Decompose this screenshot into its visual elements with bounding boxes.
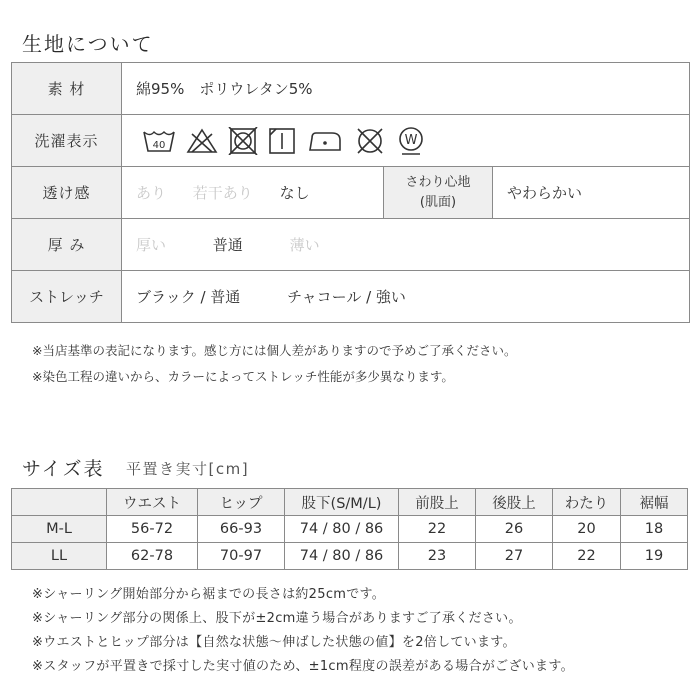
feel-value: やわらかい bbox=[507, 184, 583, 202]
size-section-title: サイズ表 bbox=[22, 458, 105, 480]
size-cell: 26 bbox=[476, 516, 553, 543]
care-label: 洗濯表示 bbox=[12, 115, 122, 167]
material-row bbox=[12, 63, 690, 115]
material-value: 綿95% ポリウレタン5% bbox=[136, 80, 313, 98]
size-header-cell: わたり bbox=[553, 489, 621, 516]
sheer-row bbox=[12, 167, 690, 219]
size-note: ※ウエストとヒップ部分は【自然な状態〜伸ばした状態の値】を2倍しています。 bbox=[32, 635, 516, 650]
size-section-subtitle: 平置き実寸[cm] bbox=[126, 460, 250, 478]
size-row bbox=[12, 516, 688, 543]
sheer-option-selected: なし bbox=[279, 184, 310, 202]
size-header-cell: 股下(S/M/L) bbox=[285, 489, 399, 516]
size-cell: 70-97 bbox=[198, 543, 285, 570]
fabric-note: ※当店基準の表記になります。感じ方には個人差がありますので予めご了承ください。 bbox=[32, 343, 517, 358]
size-header-cell bbox=[12, 489, 107, 516]
no-tumble-dry-icon bbox=[228, 127, 258, 155]
size-cell: 23 bbox=[399, 543, 476, 570]
line-dry-icon bbox=[268, 127, 296, 155]
no-dry-clean-icon bbox=[354, 127, 386, 155]
size-cell: 66-93 bbox=[198, 516, 285, 543]
size-cell: 22 bbox=[399, 516, 476, 543]
size-cell: 18 bbox=[621, 516, 688, 543]
size-note: ※シャーリング部分の関係上、股下が±2cm違う場合がありますご了承ください。 bbox=[32, 611, 522, 626]
thickness-option-selected: 普通 bbox=[212, 236, 243, 254]
thickness-label: 厚 み bbox=[12, 219, 122, 271]
size-cell: 22 bbox=[553, 543, 621, 570]
size-cell: 74 / 80 / 86 bbox=[285, 516, 399, 543]
care-icons bbox=[122, 126, 689, 156]
size-row-label: M-L bbox=[12, 516, 107, 543]
svg-text:W: W bbox=[404, 132, 418, 148]
size-header-row bbox=[12, 489, 688, 516]
size-cell: 62-78 bbox=[107, 543, 198, 570]
sheer-label: 透け感 bbox=[12, 167, 122, 219]
size-header-cell: 前股上 bbox=[399, 489, 476, 516]
care-row bbox=[12, 115, 690, 167]
size-note: ※スタッフが平置きで採寸した実寸値のため、±1cm程度の誤差がある場合がございます。 bbox=[32, 659, 574, 674]
iron-low-icon bbox=[306, 128, 344, 154]
stretch-value: チャコール / 強い bbox=[287, 288, 406, 306]
wash-40-icon bbox=[142, 128, 176, 154]
thickness-option: 薄い bbox=[289, 236, 320, 254]
sheer-option: あり bbox=[136, 184, 167, 202]
size-header-cell: 後股上 bbox=[476, 489, 553, 516]
stretch-label: ストレッチ bbox=[12, 271, 122, 323]
size-table bbox=[11, 488, 688, 570]
thickness-row bbox=[12, 219, 690, 271]
feel-label: さわり心地 (肌面) bbox=[384, 167, 493, 219]
sheer-option: 若干あり bbox=[192, 184, 253, 202]
size-cell: 27 bbox=[476, 543, 553, 570]
size-cell: 20 bbox=[553, 516, 621, 543]
material-label: 素 材 bbox=[12, 63, 122, 115]
size-header-cell: 裾幅 bbox=[621, 489, 688, 516]
size-cell: 56-72 bbox=[107, 516, 198, 543]
fabric-note: ※染色工程の違いから、カラーによってストレッチ性能が多少異なります。 bbox=[32, 369, 454, 384]
size-row-label: LL bbox=[12, 543, 107, 570]
fabric-table bbox=[11, 62, 690, 323]
size-header-cell: ヒップ bbox=[198, 489, 285, 516]
wet-clean-icon bbox=[396, 126, 426, 156]
size-cell: 19 bbox=[621, 543, 688, 570]
no-bleach-icon bbox=[186, 128, 218, 154]
fabric-section-title: 生地について bbox=[22, 32, 154, 56]
size-header-cell: ウエスト bbox=[107, 489, 198, 516]
size-row bbox=[12, 543, 688, 570]
stretch-row bbox=[12, 271, 690, 323]
stretch-value: ブラック / 普通 bbox=[136, 288, 241, 306]
svg-text:40: 40 bbox=[152, 139, 166, 151]
size-cell: 74 / 80 / 86 bbox=[285, 543, 399, 570]
thickness-option: 厚い bbox=[136, 236, 167, 254]
size-note: ※シャーリング開始部分から裾までの長さは約25cmです。 bbox=[32, 587, 386, 602]
